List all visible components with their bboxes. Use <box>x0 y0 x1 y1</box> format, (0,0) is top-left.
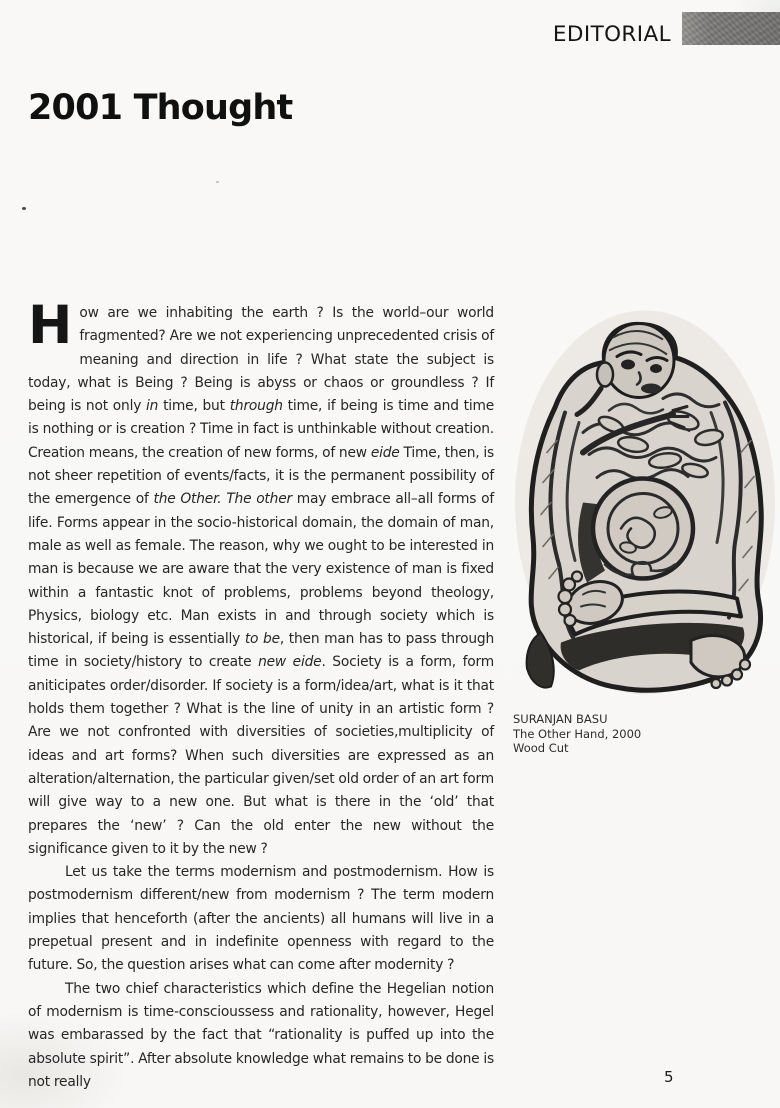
article-body <box>28 295 495 1094</box>
paragraph-3: The two chief characteristics which define the Hegelian notion of modernism is time-conscioussess and rationality, however, Hegel was embarassed by the fact that “rationality is puffed up into the absolute spirit”. After absolute knowledge what remains to be done is not really <box>28 980 494 1090</box>
dropcap-letter: H <box>28 295 73 356</box>
woodcut-figure-illustration <box>513 302 777 698</box>
section-label: EDITORIAL <box>552 22 671 47</box>
ink-speck <box>22 207 26 210</box>
header-gray-bar <box>682 12 780 45</box>
page-title: 2001 Thought <box>28 88 293 128</box>
page-number: 5 <box>664 1068 674 1086</box>
artwork-medium: Wood Cut <box>513 741 569 756</box>
woodcut-artwork <box>513 302 777 698</box>
paragraph-1-text: ow are we inhabiting the earth ? Is the world–our world fragmented? Are we not experiencing unprecedented crisis of meaning and direction in life ? What state the subject is today, what is Being ? Being is abyss or chaos or groundless ? If being is not only in time, but through time, if being is time and time is nothing or is creation ? Time in fact is unthinkable without creation. Creation means, the creation of new forms, of new eide Time, then, is not sheer repetition of events/facts, it is the permanent possibility of the emergence of the Other. The other may embrace all–all forms of life. Forms appear in the socio-historical domain, the domain of man, male as well as female. The reason, why we ought to be interested in man is because we are aware that the very existence of man is fixed within a fantastic knot of problems, problems beyond theology, Physics, biology etc. Man exists in and through society which is historical, if being is essentially to be, then man has to pass through time in society/history to create new eide. Society is a form, form aniticipates order/disorder. If society is a form/idea/art, what is it that holds them together ? What is the line of unity in an artistic form ? Are we not confronted with diversities of societies,multiplicity of ideas and art forms? When such diversities are expressed as an alteration/alternation, the particular given/set old order of an art form will give way to a new one. But what is there in the ‘old’ that prepares the ‘new’ ? Can the old enter the new without the significance given to it by the new ? <box>28 305 495 857</box>
artwork-title-year: The Other Hand, 2000 <box>513 726 642 741</box>
paragraph-2: Let us take the terms modernism and postmodernism. How is postmodernism different/new from modernism ? The term modern implies that henceforth (after the ancients) all humans will live in a prepetual present and in indefinite openness with regard to the future. So, the question arises what can come after modernity ? <box>28 864 494 974</box>
artwork-artist: SURANJAN BASU <box>513 712 608 726</box>
paragraph-1 <box>28 295 495 861</box>
artwork-caption <box>513 712 753 756</box>
ink-speck <box>216 181 219 183</box>
